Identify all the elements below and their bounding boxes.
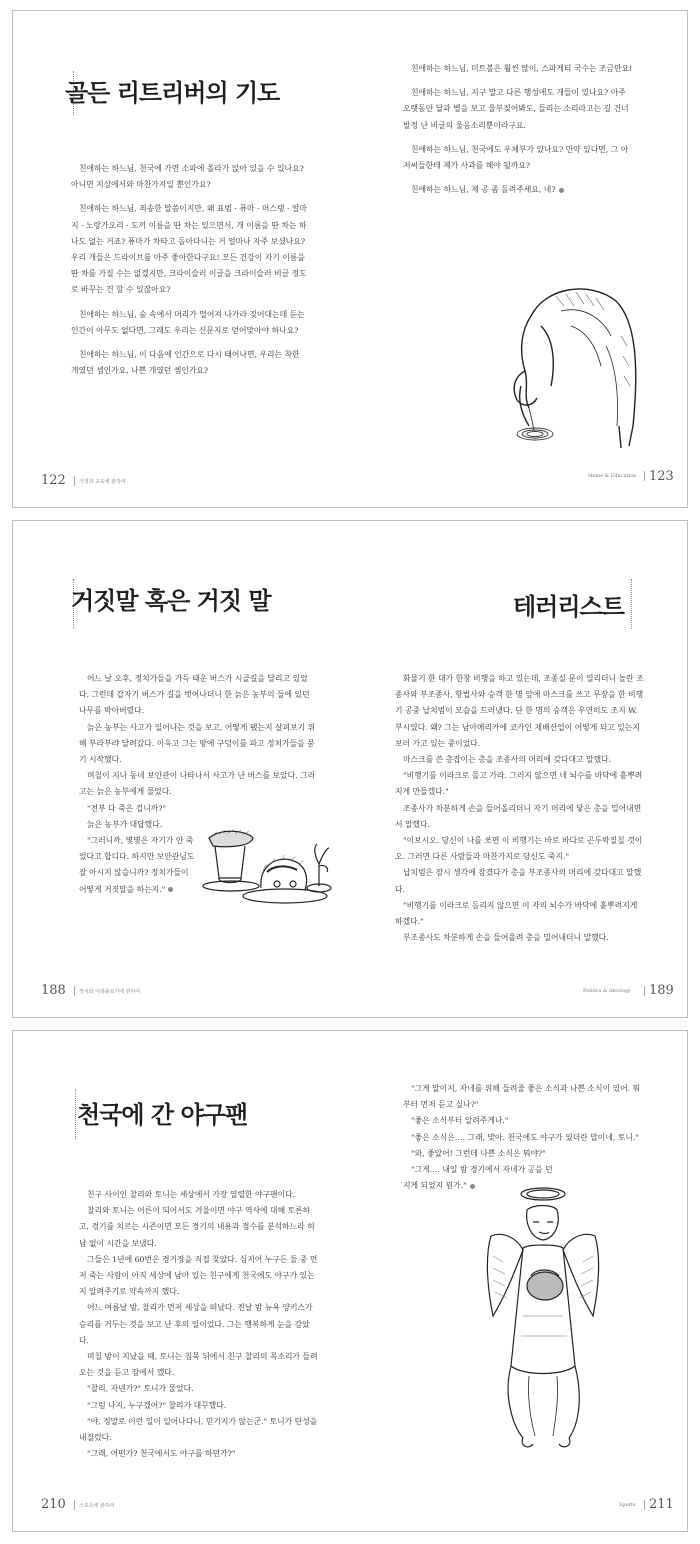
right-page-body <box>395 671 645 946</box>
end-mark-icon <box>559 188 564 193</box>
paragraph: "전부 다 죽은 겁니까?" <box>87 803 167 813</box>
right-page-body <box>403 61 633 198</box>
paragraph: 친애하는 하느님, 미트볼은 훨씬 많이, 스파게티 국수는 조금만요! <box>411 64 633 73</box>
paragraph: 조종사가 차분하게 손을 들어올리더니 자기 머리에 닿은 총을 밀어내면서 말했다. <box>395 803 642 829</box>
angel-baseball-illustration <box>483 1176 623 1456</box>
folio-separator <box>644 1500 645 1510</box>
title-dotted-rule <box>631 579 632 629</box>
running-head-right: Politics & Ideology <box>583 988 631 994</box>
end-mark-icon <box>168 887 173 892</box>
paragraph: 화물기 한 대가 한창 비행을 하고 있는데, 조종실 문이 열리더니 놀란 조종사와 부조종사, 항법사와 승객 한 명 앞에 마스크를 쓰고 무장을 한 비행기 공중 납치범이 모습을 드러냈다. 단 한 명의 승객은 우연히도 조지 W. 부시였다. 왜? 그는 남아메리카에 코카인 재배산업이 어떻게 되고 있는지 보러 가고 있는 중이었다. <box>395 674 644 748</box>
paragraph: 어느 여름날 밤, 찰리가 먼저 세상을 떠났다. 전날 밤 뉴욕 양키스가 승리를 거두는 것을 보고 난 후의 일이었다. 그는 행복하게 눈을 감았다. <box>79 1303 313 1345</box>
paragraph: 어느 날 오후, 정치가들을 가득 태운 버스가 시골길을 달리고 있었다. 그런데 갑자기 버스가 길을 벗어나더니 한 늙은 농부의 들에 있던 나무를 박아버렸다. <box>79 674 310 716</box>
left-page-body <box>79 1187 319 1462</box>
paragraph: "좋은 소식부터 알려주게나." <box>411 1116 509 1126</box>
page-number-right: 211 <box>649 1497 674 1512</box>
page-title: 거짓말 혹은 거짓 말 <box>71 586 271 615</box>
page-number-right: 123 <box>649 469 674 484</box>
paragraph: 찰리와 토니는 어른이 되어서도 겨울이면 야구 역사에 대해 토론하고, 경기를 치르는 시즌이면 모든 경기의 내용과 점수를 분석하느라 허남 없이 시간을 보냈다. <box>79 1206 315 1248</box>
book-spread-baseball <box>12 1030 688 1532</box>
paragraph: 친애하는 하느님, 죄송한 말씀이지만, 왜 표범 · 퓨마 · 머스탱 · 얼마지 · 노랑가오리 · 도끼 이름을 딴 차는 있으면서, 개 이름을 딴 차는 하나도 없는 거죠? 퓨마가 차타고 돌아다니는 거 얼마나 자주 보셨나요? 우리 개들은 드라이브를 아주 좋아한다구요! 모든 건강이 자기 이름을 딴 차를 가질 수는 없겠지만, 크라이슬러 이글을 크라이슬러 비글 정도로 바꾸는 건 할 수 있잖아요? <box>71 204 307 295</box>
book-spread-politics <box>12 520 688 1018</box>
left-page-body <box>71 161 307 379</box>
paragraph: 부조종사도 차분하게 손을 들어올려 총을 밀어내더니 말했다. <box>403 933 609 943</box>
paragraph: 친애하는 하느님, 숲 속에서 머리가 떨어져 나가라 짖어대는데 듣는 인간이 아무도 없다면, 그래도 우리는 신문지로 얻어맞아야 하나요? <box>71 309 305 335</box>
paragraph: 늙은 농부는 사고가 일어나는 것을 보고, 어떻게 됐는지 살펴보기 위해 부라부랴 달려갔다. 이윽고 그는 땅에 구덩이를 파고 정치가들을 묻기 시작했다. <box>79 722 316 765</box>
paragraph: "그럼 나지, 누구겠어?" 찰리가 대꾸했다. <box>87 1400 227 1410</box>
paragraph: 며칠 밤이 지났을 때, 토니는 침묵 뒤에서 친구 찰리의 목소리가 들려오는 것을 듣고 잠에서 깼다. <box>79 1352 318 1378</box>
paragraph: 마스크를 쓴 총잡이는 총을 조종사의 머리에 갖다대고 말했다. <box>403 755 612 765</box>
page-number-left: 122 <box>41 473 66 488</box>
running-head-right: Sports <box>619 1502 636 1508</box>
folio-separator <box>74 986 75 996</box>
paragraph: 그들은 1년에 60번은 경기장을 직접 찾았다. 심지어 누구든 둘 중 먼저 죽는 사람이 아직 세상에 남아 있는 친구에게 천국에도 야구가 있는지 알려주기로 약속까지 했다. <box>79 1254 318 1297</box>
title-dotted-rule <box>75 1089 76 1139</box>
paragraph: 납치범은 잠시 생각에 잠겼다가 총을 부조종사의 머리에 갖다대고 말했다. <box>395 868 642 894</box>
right-page-title: 테러리스트 <box>513 592 624 621</box>
paragraph: 며칠이 지나 동네 보안관이 나타나서 사고가 난 버스를 보았다. 그러고는 늙은 농부에게 물었다. <box>79 771 316 797</box>
paragraph: 친애하는 하느님, 이 다음에 인간으로 다시 태어나면, 우리는 착한 개였던 셈인가요, 나쁜 개였던 셈인가요? <box>71 350 300 376</box>
paragraph: "그래, 어떤가? 천국에서도 야구를 하던가?" <box>87 1449 236 1459</box>
buried-politicians-illustration <box>201 826 351 926</box>
folio-separator <box>74 476 75 486</box>
running-head-left: 가정과 교육에 관하여 <box>79 479 126 485</box>
page-number-left: 188 <box>41 983 66 998</box>
bowing-dog-illustration <box>501 276 651 456</box>
paragraph: "비행기를 이라크로 돌리지 않으면 이 자의 뇌수가 바닥에 흩뿌려지게 하겠다." <box>395 900 638 927</box>
paragraph: 친애하는 하느님, 천국에 가면 소파에 올라가 앉아 있을 수 있나요? 아니면 지상에서와 마찬가지일 뿐인가요? <box>71 164 304 190</box>
paragraph: 친애하는 하느님, 지구 말고 다른 행성에도 개들이 있나요? 아주 오랫동안 달과 별을 보고 울부짖어봐도, 들리는 소리라고는 길 건너 발정 난 비글의 울음소리뿐이라구요. <box>403 88 629 130</box>
paragraph: "야, 정말로 이런 일이 일어나다니, 믿기지가 않는군." 토니가 탄성을 내질렀다. <box>79 1416 318 1443</box>
paragraph: "좋은 소식은…. 그래, 맞아. 천국에도 야구가 있더란 말이네, 토니." <box>411 1132 639 1142</box>
page-title: 골든 리트리버의 기도 <box>65 78 280 107</box>
page-title: 천국에 간 야구팬 <box>77 1100 247 1129</box>
page-number-left: 210 <box>41 1497 66 1512</box>
paragraph: "이보시오. 당신이 나를 쏘면 이 비행기는 바로 바다로 곤두박질칠 것이오. 그러면 다른 사람들과 마찬가지로 당신도 죽지." <box>395 836 643 862</box>
paragraph: "그게…. 내일 밤 경기에서 자네가 공을 던지게 되었지 뭔가." <box>403 1165 553 1191</box>
folio-separator <box>644 986 645 996</box>
paragraph: 친애하는 하느님, 천국에도 우체부가 있나요? 만약 있다면, 그 아저씨들한테 제가 사과를 해야 될까요? <box>403 144 629 171</box>
running-head-left: 정치와 이데올로기에 관하여 <box>79 989 141 995</box>
paragraph: 늙은 농부가 대답했다. <box>87 819 163 829</box>
page-number-right: 189 <box>649 983 674 998</box>
paragraph: 친애하는 하느님, 제 공 좀 돌려주세요, 네? <box>411 185 556 195</box>
running-head-left: 스포츠에 관하여 <box>79 1503 115 1509</box>
end-mark-icon <box>470 1184 475 1189</box>
paragraph: 친구 사이인 찰리와 토니는 세상에서 가장 열렬한 야구팬이다. <box>87 1190 296 1199</box>
book-spread-golden-retriever <box>12 10 688 508</box>
paragraph: "비행기를 이라크로 몰고 가라. 그러지 않으면 네 뇌수를 바닥에 흩뿌려지게 만들겠다." <box>395 771 643 797</box>
paragraph: "와, 좋았어! 그런데 나쁜 소식은 뭐야?" <box>411 1148 546 1158</box>
paragraph: "그게 말이지, 자네를 위해 들려줄 좋은 소식과 나쁜 소식이 있어. 뭐부터 먼저 듣고 싶나?" <box>403 1084 641 1110</box>
paragraph: "찰리, 자넨가?" 토니가 물었다. <box>87 1384 194 1394</box>
folio-separator <box>644 471 645 481</box>
folio-separator <box>74 1500 75 1510</box>
paragraph: "그러니까, 몇몇은 자기가 안 죽었다고 합디다. 하지만 보안관님도 잘 아시지 않습니까? 정치가들이 어떻게 거짓말을 하는지." <box>79 836 195 894</box>
running-head-right: Home & Education <box>588 473 637 479</box>
